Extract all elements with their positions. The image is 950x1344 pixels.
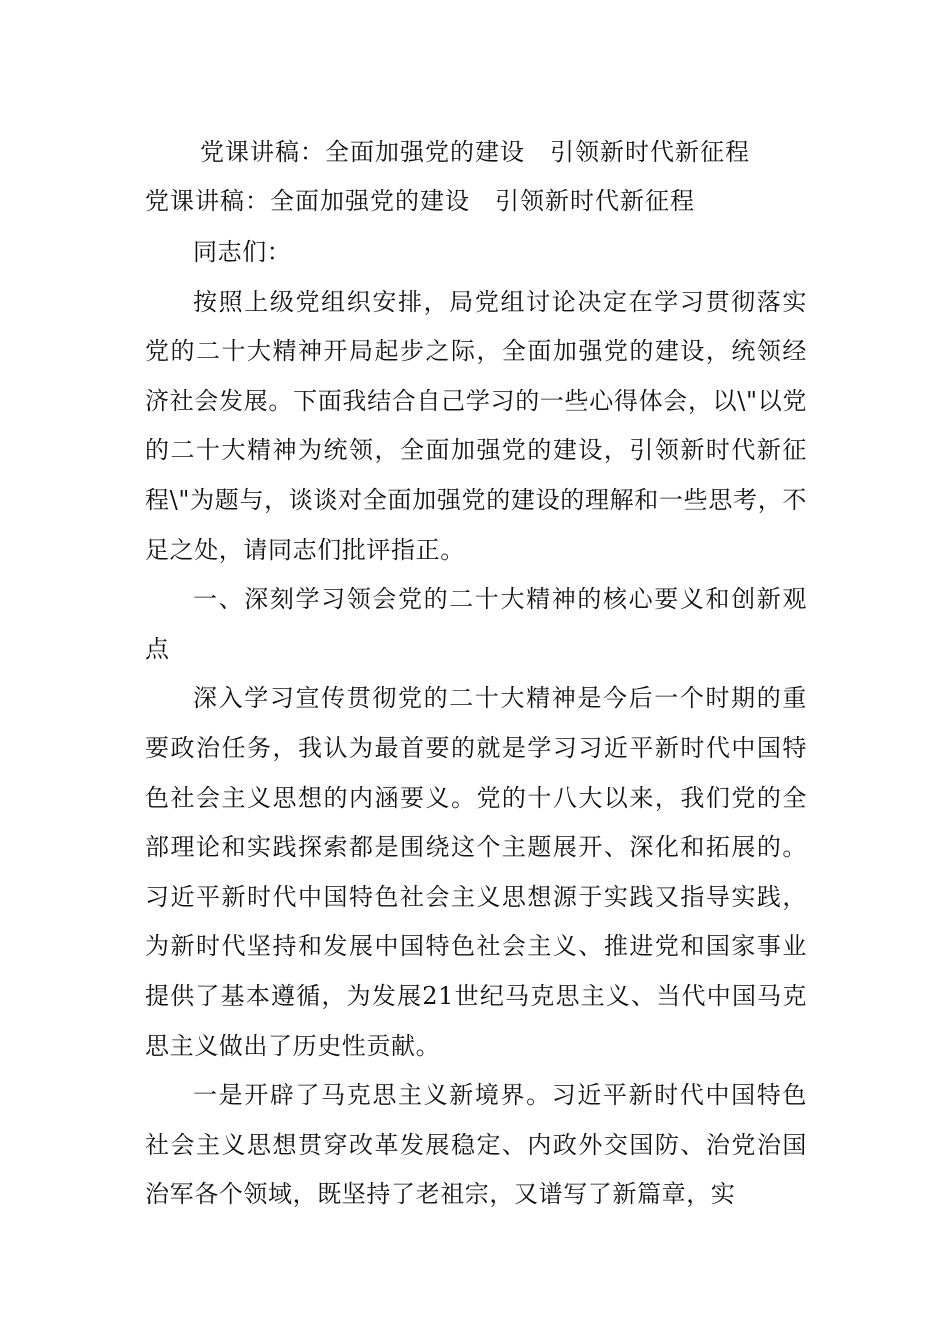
document-body	[145, 228, 807, 1220]
document-title: 党课讲稿：全面加强党的建设 引领新时代新征程	[200, 138, 750, 166]
body-paragraph: 按照上级党组织安排，局党组讨论决定在学习贯彻落实党的二十大精神开局起步之际，全面加强党的建设，统领经济社会发展。下面我结合自己学习的一些心得体会，以\"以党的二十大精神为统领，全面加强党的建设，引领新时代新征程\"为题与，谈谈对全面加强党的建设的理解和一些思考，不足之处，请同志们批评指正。	[145, 287, 807, 564]
body-paragraph: 一是开辟了马克思主义新境界。习近平新时代中国特色社会主义思想贯穿改革发展稳定、内政外交国防、治党治国治军各个领域，既坚持了老祖宗，又谱写了新篇章，实	[145, 1081, 807, 1209]
salutation: 同志们：	[193, 238, 292, 266]
section-heading: 一、深刻学习领会党的二十大精神的核心要义和创新观点	[145, 585, 807, 663]
document-subtitle: 党课讲稿：全面加强党的建设 引领新时代新征程	[145, 187, 695, 215]
body-paragraph: 深入学习宣传贯彻党的二十大精神是今后一个时期的重要政治任务，我认为最首要的就是学习习近平新时代中国特色社会主义思想的内涵要义。党的十八大以来，我们党的全部理论和实践探索都是围绕这个主题展开、深化和拓展的。习近平新时代中国特色社会主义思想源于实践又指导实践，为新时代坚持和发展中国特色社会主义、推进党和国家事业提供了基本遵循，为发展21世纪马克思主义、当代中国马克思主义做出了历史性贡献。	[145, 684, 807, 1060]
